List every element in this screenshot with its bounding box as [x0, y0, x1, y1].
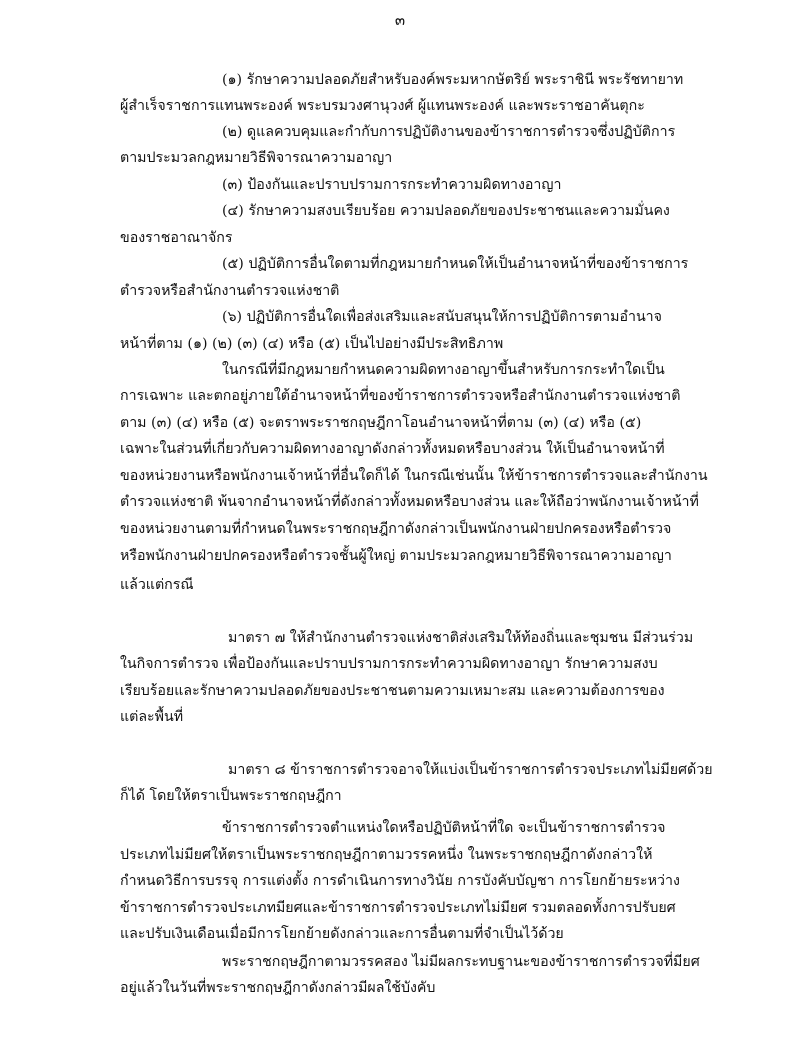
text-line: ตาม (๓) (๔) หรือ (๕) จะตราพระราชกฤษฎีกาโอนอำนาจหน้าที่ตาม (๓) (๔) หรือ (๕): [120, 415, 642, 431]
text-line: อยู่แล้วในวันที่พระราชกฤษฎีกาดังกล่าวมีผลใช้บังคับ: [120, 980, 436, 996]
text-line: เฉพาะในส่วนที่เกี่ยวกับความผิดทางอาญาดังกล่าวทั้งหมดหรือบางส่วน ให้เป็นอำนาจหน้าที่: [120, 441, 665, 457]
text-line: ประเภทไม่มียศให้ตราเป็นพระราชกฤษฎีกาตามวรรคหนึ่ง ในพระราชกฤษฎีกาดังกล่าวให้: [120, 847, 653, 863]
text-line: กำหนดวิธีการบรรจุ การแต่งตั้ง การดำเนินการทางวินัย การบังคับบัญชา การโยกย้ายระหว่าง: [120, 873, 680, 889]
text-line: ของหน่วยงานหรือพนักงานเจ้าหน้าที่อื่นใดก็ได้ ในกรณีเช่นนั้น ให้ข้าราชการตำรวจและสำนักงาน: [120, 468, 708, 484]
text-line: (๑) รักษาความปลอดภัยสำหรับองค์พระมหากษัตริย์ พระราชินี พระรัชทายาท: [222, 72, 684, 88]
text-line: ก็ได้ โดยให้ตราเป็นพระราชกฤษฎีกา: [120, 788, 342, 804]
page-number: ๓: [394, 11, 406, 29]
text-line: มาตรา ๘ ข้าราชการตำรวจอาจให้แบ่งเป็นข้าราชการตำรวจประเภทไม่มียศด้วย: [228, 762, 713, 778]
text-line: แต่ละพื้นที่: [120, 709, 184, 725]
text-line: พระราชกฤษฎีกาตามวรรคสอง ไม่มีผลกระทบฐานะของข้าราชการตำรวจที่มียศ: [222, 954, 700, 970]
text-line: (๔) รักษาความสงบเรียบร้อย ความปลอดภัยของประชาชนและความมั่นคง: [222, 203, 670, 219]
text-line: ตามประมวลกฎหมายวิธีพิจารณาความอาญา: [120, 150, 393, 166]
text-line: มาตรา ๗ ให้สำนักงานตำรวจแห่งชาติส่งเสริมให้ท้องถิ่นและชุมชน มีส่วนร่วม: [228, 630, 694, 646]
text-line: ในกรณีที่มีกฎหมายกำหนดความผิดทางอาญาขึ้นสำหรับการกระทำใดเป็น: [222, 362, 665, 378]
text-line: ข้าราชการตำรวจประเภทมียศและข้าราชการตำรวจประเภทไม่มียศ รวมตลอดทั้งการปรับยศ: [120, 900, 676, 916]
text-line: ในกิจการตำรวจ เพื่อป้องกันและปราบปรามการกระทำความผิดทางอาญา รักษาความสงบ: [120, 656, 658, 672]
text-line: และปรับเงินเดือนเมื่อมีการโยกย้ายดังกล่าวและการอื่นตามที่จำเป็นไว้ด้วย: [120, 926, 564, 942]
text-line: เรียบร้อยและรักษาความปลอดภัยของประชาชนตามความเหมาะสม และความต้องการของ: [120, 683, 665, 699]
text-line: ข้าราชการตำรวจตำแหน่งใดหรือปฏิบัติหน้าที่ใด จะเป็นข้าราชการตำรวจ: [222, 820, 666, 836]
text-line: หน้าที่ตาม (๑) (๒) (๓) (๔) หรือ (๕) เป็นไปอย่างมีประสิทธิภาพ: [120, 336, 504, 352]
text-line: (๕) ปฏิบัติการอื่นใดตามที่กฎหมายกำหนดให้เป็นอำนาจหน้าที่ของข้าราชการ: [222, 256, 689, 272]
text-line: ตำรวจแห่งชาติ พ้นจากอำนาจหน้าที่ดังกล่าวทั้งหมดหรือบางส่วน และให้ถือว่าพนักงานเจ้าหน้าที่: [120, 494, 699, 510]
text-line: ผู้สำเร็จราชการแทนพระองค์ พระบรมวงศานุวงศ์ ผู้แทนพระองค์ และพระราชอาคันตุกะ: [120, 98, 645, 114]
text-line: (๓) ป้องกันและปราบปรามการกระทำความผิดทางอาญา: [222, 177, 562, 193]
text-line: แล้วแต่กรณี: [120, 577, 194, 593]
text-line: การเฉพาะ และตกอยู่ภายใต้อำนาจหน้าที่ของข้าราชการตำรวจหรือสำนักงานตำรวจแห่งชาติ: [120, 388, 681, 404]
text-line: (๖) ปฏิบัติการอื่นใดเพื่อส่งเสริมและสนับสนุนให้การปฏิบัติการตามอำนาจ: [222, 309, 662, 325]
text-line: ตำรวจหรือสำนักงานตำรวจแห่งชาติ: [120, 283, 340, 299]
text-line: หรือพนักงานฝ่ายปกครองหรือตำรวจชั้นผู้ใหญ่ ตามประมวลกฎหมายวิธีพิจารณาความอาญา: [120, 548, 672, 564]
text-line: ของราชอาณาจักร: [120, 230, 233, 246]
text-line: (๒) ดูแลควบคุมและกำกับการปฏิบัติงานของข้าราชการตำรวจซึ่งปฏิบัติการ: [222, 124, 676, 140]
text-line: ของหน่วยงานตามที่กำหนดในพระราชกฤษฎีกาดังกล่าวเป็นพนักงานฝ่ายปกครองหรือตำรวจ: [120, 521, 672, 537]
